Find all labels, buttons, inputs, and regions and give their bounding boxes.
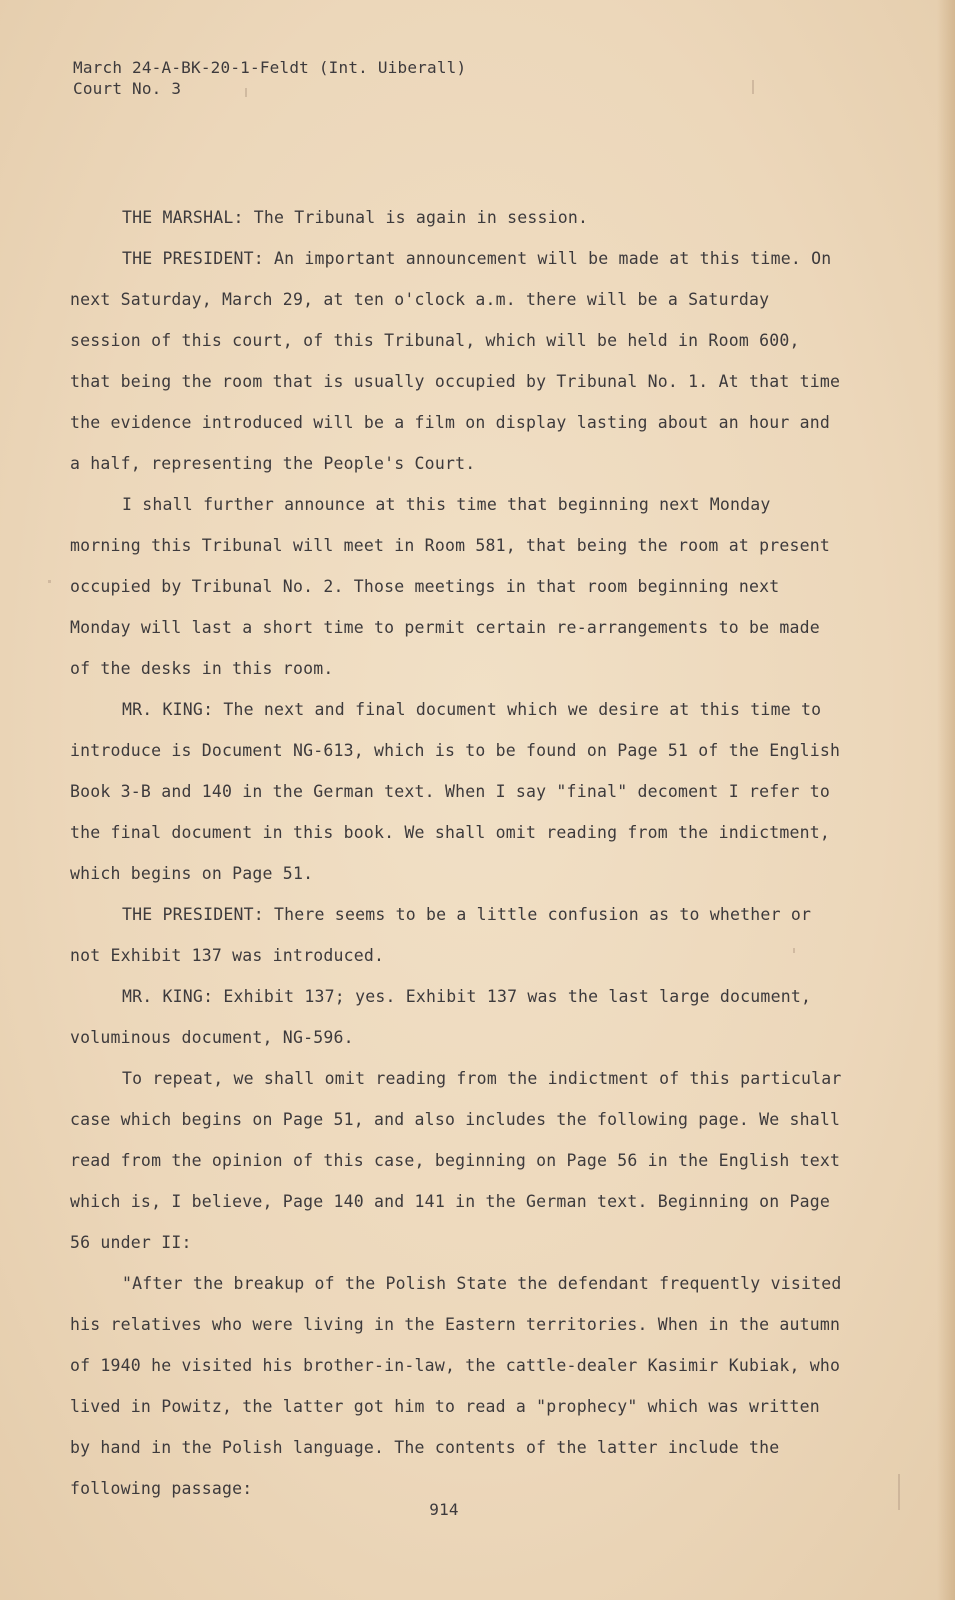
- paragraph-quotation: "After the breakup of the Polish State the defendant frequently visited his relatives who were living in the Eastern territories. When in the autumn of 1940 he visited his brother-in-law, the cattle-dealer Kasimir Kubiak, who lived in Powitz, the latter got him to read a "prophecy" which was written by hand in the Polish language. The contents of the latter include the following passage:: [70, 1274, 842, 1498]
- paragraph-king-document: MR. KING: The next and final document which we desire at this time to introduce is Document NG-613, which is to be found on Page 51 of the English Book 3-B and 140 in the German text. When I say "final" decoment I refer to the final document in this book. We shall omit reading from the indictment, which begins on Page 51.: [70, 700, 841, 883]
- paper-speck: [245, 88, 247, 97]
- page-number: 914: [429, 1500, 459, 1519]
- paper-speck: [752, 80, 754, 94]
- paragraph-marshal: THE MARSHAL: The Tribunal is again in session.: [122, 208, 589, 227]
- transcript-body: [70, 197, 850, 1509]
- page-edge-shadow: [937, 0, 955, 1600]
- paragraph-king-exhibit: MR. KING: Exhibit 137; yes. Exhibit 137 was the last large document, voluminous document, NG-596.: [70, 987, 812, 1047]
- document-header: [73, 57, 466, 99]
- paper-speck: [793, 948, 795, 953]
- paragraph-president-announcement: THE PRESIDENT: An important announcement will be made at this time. On next Saturday, March 29, at ten o'clock a.m. there will be a Saturday session of this court, of this Tribunal, which will be held in Room 600, that being the room that is usually occupied by Tribunal No. 1. At that time the evidence introduced will be a film on display lasting about an hour and a half, representing the People's Court.: [70, 249, 841, 473]
- paragraph-repeat: To repeat, we shall omit reading from the indictment of this particular case which begins on Page 51, and also includes the following page. We shall read from the opinion of this case, beginning on Page 56 in the English text which is, I believe, Page 140 and 141 in the German text. Beginning on Page 56 under II:: [70, 1069, 842, 1252]
- header-reference: March 24-A-BK-20-1-Feldt (Int. Uiberall): [73, 58, 467, 77]
- paragraph-room-change: I shall further announce at this time that beginning next Monday morning this Tribunal will meet in Room 581, that being the room at present occupied by Tribunal No. 2. Those meetings in that room beginning next Monday will last a short time to permit certain re-arrangements to be made of the desks in this room.: [70, 495, 831, 678]
- header-court: Court No. 3: [73, 79, 182, 98]
- paper-speck: [898, 1474, 900, 1510]
- paper-speck: [48, 580, 51, 583]
- paragraph-president-exhibit: THE PRESIDENT: There seems to be a little confusion as to whether or not Exhibit 137 was introduced.: [70, 905, 812, 965]
